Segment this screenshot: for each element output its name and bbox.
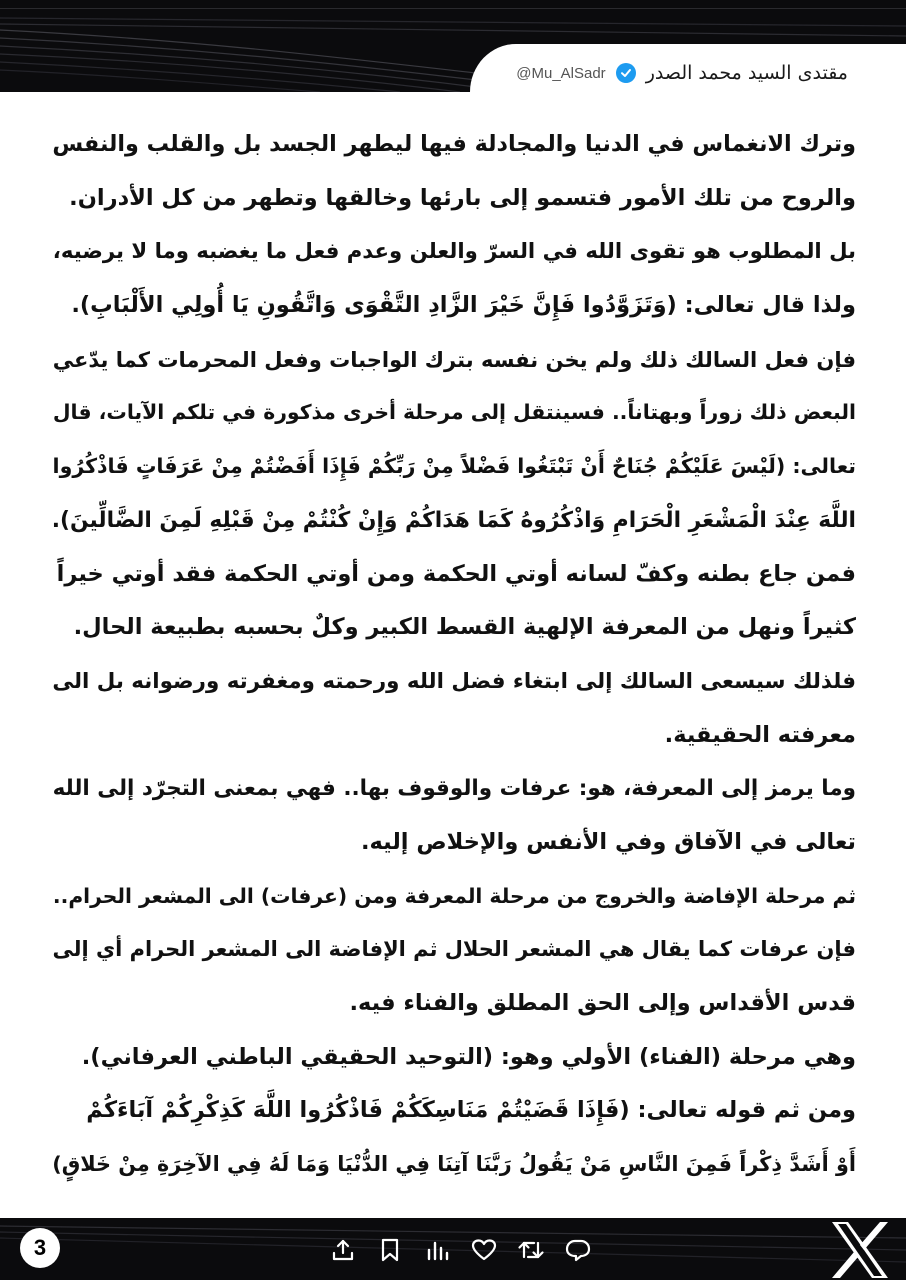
share-icon[interactable] bbox=[328, 1235, 358, 1265]
text-line: فمن جاع بطنه وكفّ لسانه أوتي الحكمة ومن أوتي الحكمة فقد أوتي خيراً bbox=[56, 560, 856, 587]
text-line: اللَّهَ عِنْدَ الْمَشْعَرِ الْحَرَامِ وَاذْكُرُوهُ كَمَا هَدَاكُمْ وَإِنْ كُنْتُمْ مِنْ قَبْلِهِ لَمِنَ الضَّالِّينَ). bbox=[51, 507, 856, 533]
text-line: بل المطلوب هو تقوى الله في السرّ والعلن وعدم فعل ما يغضبه وما لا يرضيه، bbox=[52, 239, 856, 265]
author-name[interactable]: مقتدى السيد محمد الصدر bbox=[645, 62, 848, 84]
text-line: تعالى: (لَيْسَ عَلَيْكُمْ جُنَاحٌ أَنْ تَبْتَغُوا فَضْلاً مِنْ رَبِّكُمْ فَإِذَا أَفَضْتُمْ مِنْ عَرَفَاتٍ فَاذْكُرُوا bbox=[52, 454, 856, 479]
page-number: 3 bbox=[20, 1228, 60, 1268]
text-line: كثيراً ونهل من المعرفة الإلهية القسط الكبير وكلٌ بحسبه بطبيعة الحال. bbox=[73, 614, 856, 641]
text-line: ولذا قال تعالى: (وَتَزَوَّدُوا فَإِنَّ خَيْرَ الزَّادِ التَّقْوَى وَاتَّقُونِ يَا أُولِي الأَلْبَابِ). bbox=[71, 292, 856, 319]
text-line: قدس الأقداس وإلى الحق المطلق والفناء فيه. bbox=[349, 990, 856, 1016]
x-logo-icon bbox=[828, 1220, 892, 1280]
text-line: والروح من تلك الأمور فتسمو إلى بارئها وخالقها وتطهر من كل الأدران. bbox=[69, 184, 856, 211]
text-line: وما يرمز إلى المعرفة، هو: عرفات والوقوف بها.. فهي بمعنى التجرّد إلى الله bbox=[52, 776, 856, 802]
text-line: أَوْ أَشَدَّ ذِكْراً فَمِنَ النَّاسِ مَنْ يَقُولُ رَبَّنَا آتِنَا فِي الدُّنْيَا وَمَا لَهُ فِي الآخِرَةِ مِنْ خَلاقٍ) bbox=[52, 1152, 856, 1177]
tweet-actions bbox=[328, 1234, 593, 1266]
analytics-icon[interactable] bbox=[422, 1235, 452, 1265]
verified-badge-icon bbox=[616, 63, 636, 83]
footer-bar bbox=[0, 1218, 906, 1280]
post-text bbox=[48, 118, 856, 1208]
text-line: وترك الانغماس في الدنيا والمجادلة فيها ليطهر الجسد بل والقلب والنفس bbox=[52, 131, 856, 157]
author-handle[interactable]: @Mu_AlSadr bbox=[516, 64, 606, 82]
text-line: ومن ثم قوله تعالى: (فَإِذَا قَضَيْتُمْ مَنَاسِكَكُمْ فَاذْكُرُوا اللَّهَ كَذِكْرِكُمْ آبَاءَكُمْ bbox=[86, 1097, 856, 1124]
reply-icon[interactable] bbox=[563, 1235, 593, 1265]
author-row[interactable] bbox=[516, 60, 848, 86]
bookmark-icon[interactable] bbox=[375, 1235, 405, 1265]
text-line: تعالى في الآفاق وفي الأنفس والإخلاص إليه. bbox=[360, 828, 856, 855]
text-line: فلذلك سيسعى السالك إلى ابتغاء فضل الله ورحمته ومغفرته ورضوانه بل الى bbox=[52, 668, 856, 694]
text-line: ثم مرحلة الإفاضة والخروج من مرحلة المعرفة ومن (عرفات) الى المشعر الحرام.. bbox=[52, 883, 856, 908]
text-line: وهي مرحلة (الفناء) الأولي وهو: (التوحيد الحقيقي الباطني العرفاني). bbox=[81, 1043, 856, 1070]
text-line: فإن عرفات كما يقال هي المشعر الحلال ثم الإفاضة الى المشعر الحرام أي إلى bbox=[52, 937, 856, 962]
text-line: فإن فعل السالك ذلك ولم يخن نفسه بترك الواجبات وفعل المحرمات كما يدّعي bbox=[52, 346, 856, 372]
retweet-icon[interactable] bbox=[516, 1235, 546, 1265]
text-line: البعض ذلك زوراً وبهتاناً.. فسينتقل إلى مرحلة أخرى مذكورة في تلكم الآيات، قال bbox=[52, 400, 856, 425]
like-icon[interactable] bbox=[469, 1235, 499, 1265]
text-line: معرفته الحقيقية. bbox=[664, 721, 856, 748]
